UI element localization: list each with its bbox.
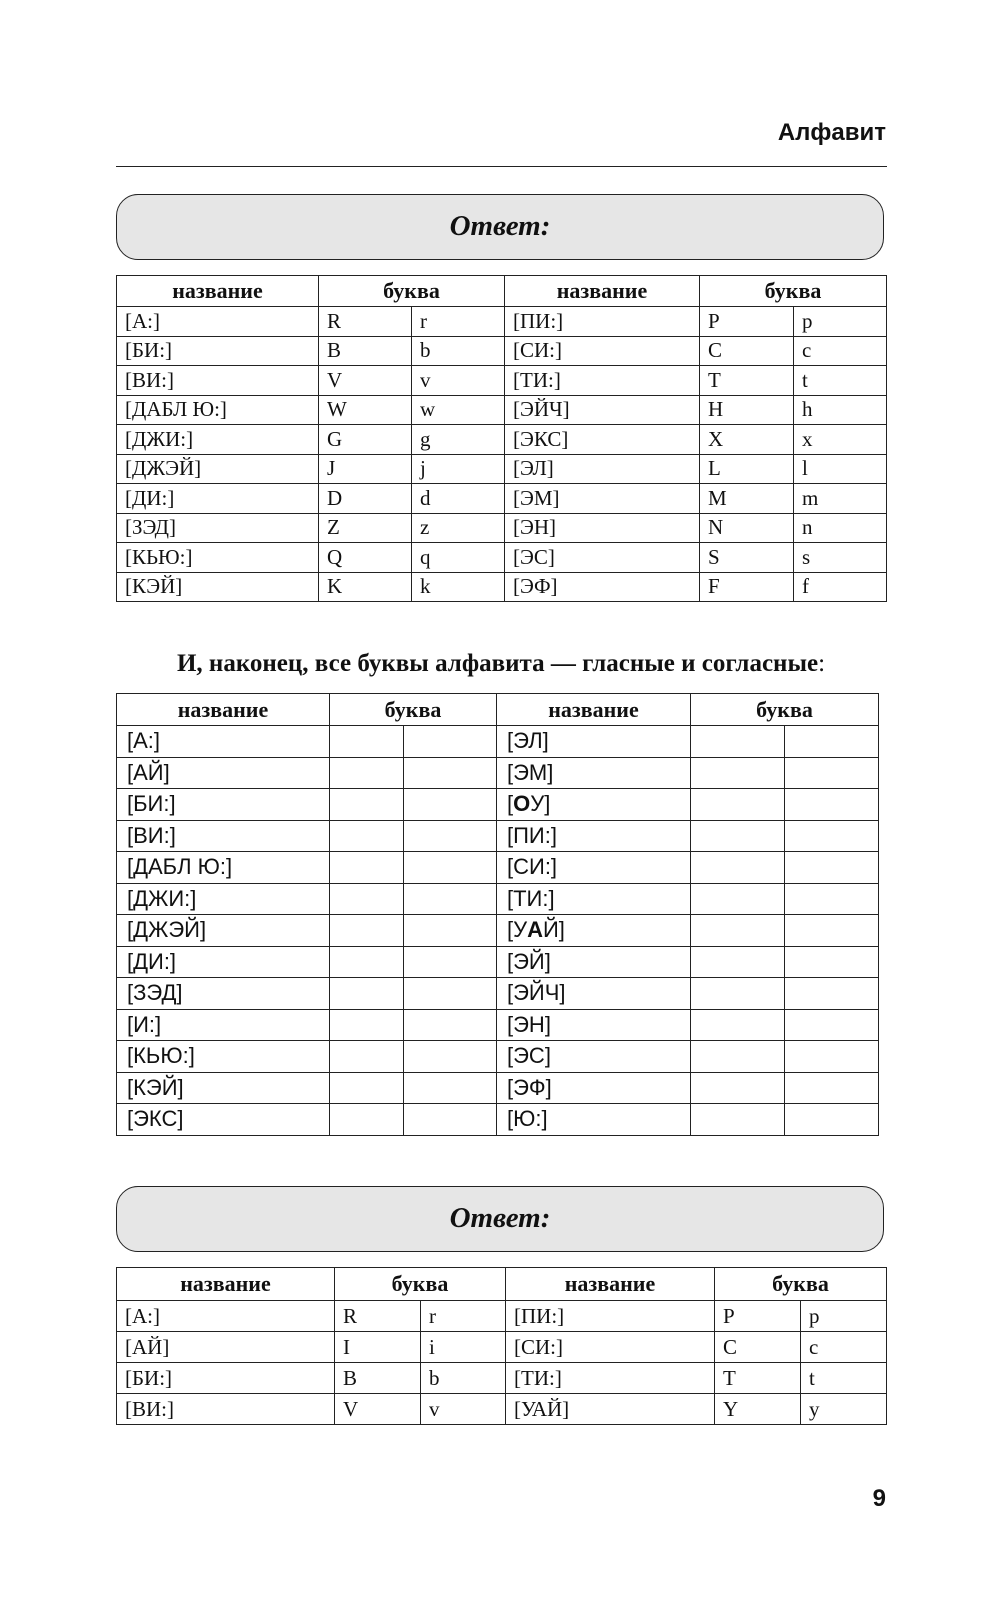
blank-lowercase-cell	[404, 852, 497, 884]
table-row	[117, 336, 887, 366]
blank-uppercase-cell	[330, 820, 404, 852]
cell-name: [БИ:]	[117, 336, 319, 366]
blank-uppercase-cell	[691, 726, 785, 758]
cell-name: [КЬЮ:]	[117, 1041, 330, 1073]
cell-uppercase: R	[335, 1301, 421, 1332]
column-header-name: название	[505, 276, 700, 307]
cell-name: [УАЙ]	[506, 1394, 715, 1425]
table-row	[117, 1104, 879, 1136]
cell-name: [КЭЙ]	[117, 1072, 330, 1104]
blank-lowercase-cell	[785, 946, 879, 978]
table-row	[117, 978, 879, 1010]
cell-name: [СИ:]	[505, 336, 700, 366]
cell-lowercase: j	[412, 454, 505, 484]
blank-lowercase-cell	[785, 1072, 879, 1104]
blank-uppercase-cell	[691, 820, 785, 852]
cell-uppercase: S	[700, 543, 794, 573]
blank-lowercase-cell	[785, 1009, 879, 1041]
cell-name: [ДИ:]	[117, 946, 330, 978]
cell-lowercase: p	[794, 307, 887, 337]
cell-lowercase: f	[794, 572, 887, 602]
column-header-name: название	[497, 694, 691, 726]
blank-uppercase-cell	[330, 1072, 404, 1104]
table-row	[117, 513, 887, 543]
cell-uppercase: X	[700, 425, 794, 455]
cell-uppercase: Q	[319, 543, 412, 573]
table-row	[117, 1363, 887, 1394]
cell-name: [ЭКС]	[505, 425, 700, 455]
blank-lowercase-cell	[785, 789, 879, 821]
table-row	[117, 543, 887, 573]
cell-lowercase: q	[412, 543, 505, 573]
cell-name	[497, 820, 691, 852]
cell-name: [ЭФ]	[505, 572, 700, 602]
column-header-name: название	[117, 276, 319, 307]
cell-name	[497, 726, 691, 758]
answer-table-2	[116, 1267, 887, 1425]
cell-lowercase: m	[794, 484, 887, 514]
name-part: [ЭМ]	[507, 759, 554, 785]
cell-name: [ТИ:]	[506, 1363, 715, 1394]
cell-name: [ДАБЛ Ю:]	[117, 852, 330, 884]
table-row	[117, 726, 879, 758]
column-header-name: название	[117, 694, 330, 726]
cell-name: [КЭЙ]	[117, 572, 319, 602]
cell-name: [ВИ:]	[117, 820, 330, 852]
table-row	[117, 454, 887, 484]
cell-name: [ЭКС]	[117, 1104, 330, 1136]
cell-lowercase: i	[421, 1332, 506, 1363]
cell-name: [КЬЮ:]	[117, 543, 319, 573]
cell-name	[497, 915, 691, 947]
cell-lowercase: k	[412, 572, 505, 602]
cell-uppercase: Z	[319, 513, 412, 543]
cell-name: [ДЖЭЙ]	[117, 454, 319, 484]
cell-lowercase: x	[794, 425, 887, 455]
cell-lowercase: c	[794, 336, 887, 366]
cell-name: [ЭН]	[505, 513, 700, 543]
blank-lowercase-cell	[404, 820, 497, 852]
cell-lowercase: v	[421, 1394, 506, 1425]
cell-name: [ДЖИ:]	[117, 883, 330, 915]
blank-lowercase-cell	[404, 1009, 497, 1041]
stressed-vowel: А	[527, 917, 543, 943]
blank-lowercase-cell	[785, 820, 879, 852]
blank-lowercase-cell	[404, 946, 497, 978]
cell-name	[497, 946, 691, 978]
cell-name	[497, 1104, 691, 1136]
blank-lowercase-cell	[785, 915, 879, 947]
blank-uppercase-cell	[691, 1104, 785, 1136]
cell-lowercase: l	[794, 454, 887, 484]
column-header-letter: буква	[319, 276, 505, 307]
table-row	[117, 395, 887, 425]
name-part: [ЭЙ]	[507, 948, 551, 974]
table-row	[117, 1301, 887, 1332]
cell-lowercase: b	[421, 1363, 506, 1394]
name-part: [Ю:]	[507, 1106, 548, 1132]
cell-uppercase: B	[335, 1363, 421, 1394]
blank-uppercase-cell	[691, 852, 785, 884]
blank-uppercase-cell	[691, 1072, 785, 1104]
name-part: [ЭЛ]	[507, 728, 549, 754]
cell-lowercase: r	[421, 1301, 506, 1332]
instruction-sentence: И, наконец, все буквы алфавита — гласные и согласные	[176, 650, 819, 677]
blank-uppercase-cell	[691, 883, 785, 915]
table-row	[117, 757, 879, 789]
table-row	[117, 1394, 887, 1425]
cell-name	[497, 789, 691, 821]
blank-lowercase-cell	[785, 852, 879, 884]
header-rule	[116, 166, 887, 167]
cell-name: [ЗЭД]	[117, 513, 319, 543]
blank-lowercase-cell	[404, 1104, 497, 1136]
cell-name: [БИ:]	[117, 789, 330, 821]
blank-lowercase-cell	[404, 726, 497, 758]
cell-lowercase: s	[794, 543, 887, 573]
cell-name	[497, 1072, 691, 1104]
cell-name: [ЭЙЧ]	[505, 395, 700, 425]
cell-uppercase: D	[319, 484, 412, 514]
cell-uppercase: T	[715, 1363, 801, 1394]
blank-uppercase-cell	[330, 883, 404, 915]
blank-lowercase-cell	[404, 1072, 497, 1104]
cell-lowercase: r	[412, 307, 505, 337]
cell-name: [АЙ]	[117, 757, 330, 789]
cell-lowercase: y	[801, 1394, 887, 1425]
table-row	[117, 366, 887, 396]
blank-lowercase-cell	[404, 883, 497, 915]
blank-uppercase-cell	[330, 757, 404, 789]
cell-uppercase: V	[319, 366, 412, 396]
blank-uppercase-cell	[691, 1041, 785, 1073]
cell-name: [ТИ:]	[505, 366, 700, 396]
blank-uppercase-cell	[691, 757, 785, 789]
blank-lowercase-cell	[404, 1041, 497, 1073]
table-row	[117, 820, 879, 852]
cell-lowercase: n	[794, 513, 887, 543]
column-header-name: название	[506, 1268, 715, 1301]
instruction-colon: :	[818, 650, 826, 677]
cell-name: [ДИ:]	[117, 484, 319, 514]
blank-lowercase-cell	[404, 789, 497, 821]
cell-uppercase: I	[335, 1332, 421, 1363]
blank-uppercase-cell	[330, 789, 404, 821]
cell-name: [А:]	[117, 1301, 335, 1332]
cell-uppercase: W	[319, 395, 412, 425]
blank-lowercase-cell	[785, 757, 879, 789]
cell-lowercase: h	[794, 395, 887, 425]
table-row	[117, 946, 879, 978]
cell-uppercase: C	[700, 336, 794, 366]
cell-uppercase: V	[335, 1394, 421, 1425]
name-part: [ПИ:]	[507, 822, 557, 848]
cell-lowercase: g	[412, 425, 505, 455]
stressed-vowel: О	[513, 791, 531, 817]
blank-lowercase-cell	[785, 883, 879, 915]
cell-uppercase: K	[319, 572, 412, 602]
cell-uppercase: P	[715, 1301, 801, 1332]
cell-uppercase: C	[715, 1332, 801, 1363]
blank-uppercase-cell	[691, 915, 785, 947]
cell-name: [ПИ:]	[506, 1301, 715, 1332]
cell-name: [ДЖЭЙ]	[117, 915, 330, 947]
name-part: [	[507, 791, 514, 817]
cell-uppercase: J	[319, 454, 412, 484]
name-part: [ЭЙЧ]	[507, 980, 566, 1006]
blank-uppercase-cell	[330, 978, 404, 1010]
exercise-table	[116, 693, 879, 1136]
name-part: У]	[530, 791, 551, 817]
cell-name: [ДАБЛ Ю:]	[117, 395, 319, 425]
cell-uppercase: H	[700, 395, 794, 425]
blank-lowercase-cell	[404, 978, 497, 1010]
cell-lowercase: v	[412, 366, 505, 396]
cell-name: [БИ:]	[117, 1363, 335, 1394]
blank-lowercase-cell	[785, 726, 879, 758]
blank-uppercase-cell	[691, 946, 785, 978]
blank-uppercase-cell	[330, 726, 404, 758]
blank-uppercase-cell	[330, 1041, 404, 1073]
cell-name: [ВИ:]	[117, 1394, 335, 1425]
name-part: [У	[507, 917, 528, 943]
cell-lowercase: b	[412, 336, 505, 366]
cell-name: [ЭМ]	[505, 484, 700, 514]
cell-uppercase: R	[319, 307, 412, 337]
column-header-letter: буква	[715, 1268, 887, 1301]
cell-uppercase: Y	[715, 1394, 801, 1425]
cell-name: [ЭЛ]	[505, 454, 700, 484]
cell-uppercase: G	[319, 425, 412, 455]
blank-lowercase-cell	[785, 1041, 879, 1073]
cell-name	[497, 1041, 691, 1073]
cell-name: [ЗЭД]	[117, 978, 330, 1010]
cell-lowercase: p	[801, 1301, 887, 1332]
cell-name: [СИ:]	[506, 1332, 715, 1363]
table-row	[117, 307, 887, 337]
cell-name	[497, 852, 691, 884]
table-row	[117, 1072, 879, 1104]
cell-name: [ДЖИ:]	[117, 425, 319, 455]
cell-uppercase: L	[700, 454, 794, 484]
cell-name: [И:]	[117, 1009, 330, 1041]
instruction-text	[116, 648, 886, 680]
cell-name: [А:]	[117, 307, 319, 337]
blank-uppercase-cell	[691, 978, 785, 1010]
blank-uppercase-cell	[691, 789, 785, 821]
cell-name	[497, 883, 691, 915]
cell-lowercase: t	[794, 366, 887, 396]
cell-name: [ПИ:]	[505, 307, 700, 337]
table-row	[117, 425, 887, 455]
cell-lowercase: c	[801, 1332, 887, 1363]
column-header-letter: буква	[330, 694, 497, 726]
blank-uppercase-cell	[330, 1009, 404, 1041]
answer-table-1	[116, 275, 887, 602]
name-part: Й]	[542, 917, 565, 943]
name-part: [ЭН]	[507, 1011, 551, 1037]
blank-lowercase-cell	[404, 915, 497, 947]
cell-lowercase: t	[801, 1363, 887, 1394]
table-row	[117, 572, 887, 602]
table-row	[117, 1009, 879, 1041]
cell-name: [ЭС]	[505, 543, 700, 573]
blank-lowercase-cell	[404, 757, 497, 789]
blank-uppercase-cell	[691, 1009, 785, 1041]
blank-lowercase-cell	[785, 1104, 879, 1136]
cell-name	[497, 757, 691, 789]
blank-uppercase-cell	[330, 946, 404, 978]
table-row	[117, 1332, 887, 1363]
cell-name: [ВИ:]	[117, 366, 319, 396]
blank-lowercase-cell	[785, 978, 879, 1010]
cell-uppercase: M	[700, 484, 794, 514]
cell-lowercase: z	[412, 513, 505, 543]
cell-lowercase: d	[412, 484, 505, 514]
name-part: [ЭФ]	[507, 1074, 552, 1100]
table-row	[117, 789, 879, 821]
column-header-letter: буква	[691, 694, 879, 726]
page-number: 9	[872, 1485, 886, 1512]
name-part: [ЭС]	[507, 1043, 551, 1069]
table-row	[117, 852, 879, 884]
cell-name: [АЙ]	[117, 1332, 335, 1363]
cell-uppercase: T	[700, 366, 794, 396]
cell-uppercase: B	[319, 336, 412, 366]
table-row	[117, 484, 887, 514]
running-head-title: Алфавит	[777, 119, 886, 146]
table-row	[117, 883, 879, 915]
table-row	[117, 915, 879, 947]
name-part: [ТИ:]	[507, 885, 555, 911]
column-header-letter: буква	[335, 1268, 506, 1301]
name-part: [СИ:]	[507, 854, 558, 880]
blank-uppercase-cell	[330, 1104, 404, 1136]
blank-uppercase-cell	[330, 915, 404, 947]
cell-name: [А:]	[117, 726, 330, 758]
cell-name	[497, 1009, 691, 1041]
cell-uppercase: P	[700, 307, 794, 337]
answer-banner-1: Ответ:	[116, 194, 884, 260]
cell-uppercase: N	[700, 513, 794, 543]
blank-uppercase-cell	[330, 852, 404, 884]
cell-lowercase: w	[412, 395, 505, 425]
table-row	[117, 1041, 879, 1073]
column-header-name: название	[117, 1268, 335, 1301]
answer-banner-2: Ответ:	[116, 1186, 884, 1252]
cell-uppercase: F	[700, 572, 794, 602]
cell-name	[497, 978, 691, 1010]
column-header-letter: буква	[700, 276, 887, 307]
